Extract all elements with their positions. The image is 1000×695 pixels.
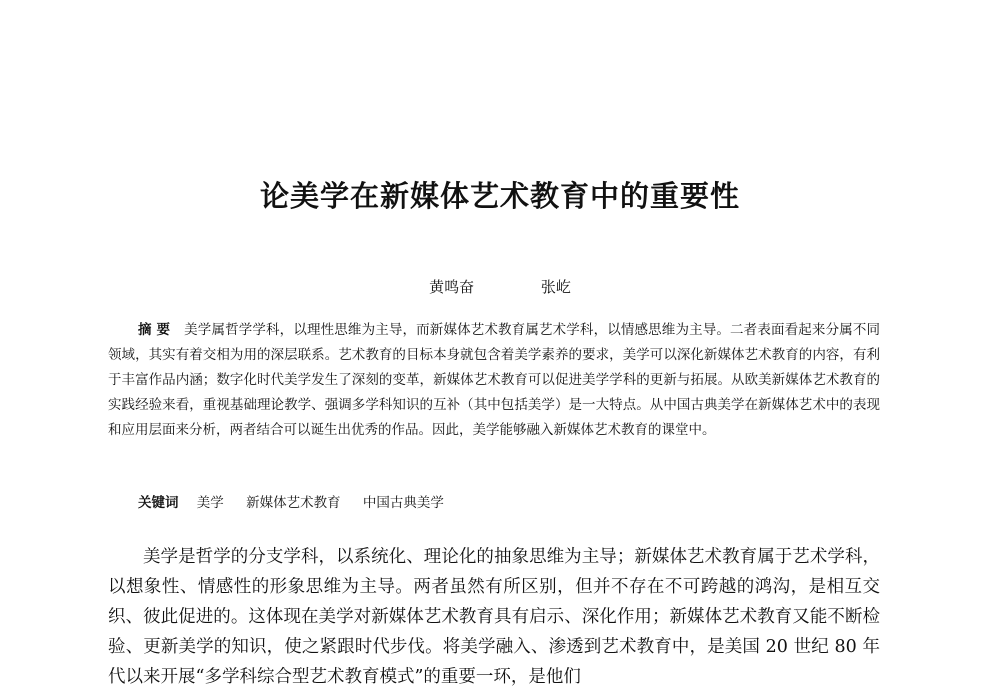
keywords-label: 关键词 (138, 495, 179, 511)
author-name: 黄鸣奋 (429, 278, 475, 296)
author-name: 张屹 (540, 278, 571, 296)
abstract-label: 摘 要 (138, 322, 171, 338)
author-line (0, 276, 1000, 298)
abstract (108, 318, 880, 443)
keyword: 美学 (196, 495, 224, 511)
paper-title: 论美学在新媒体艺术教育中的重要性 (259, 179, 740, 213)
keywords (108, 492, 880, 514)
keyword: 新媒体艺术教育 (246, 495, 341, 511)
body-paragraph: 美学是哲学的分支学科，以系统化、理论化的抽象思维为主导；新媒体艺术教育属于艺术学科，以想象性、情感性的形象思维为主导。两者虽然有所区别，但并不存在不可跨越的鸿沟，是相互交织、彼此促进的。这体现在美学对新媒体艺术教育具有启示、深化作用；新媒体艺术教育又能不断检验、更新美学的知识，使之紧跟时代步伐。将美学融入、渗透到艺术教育中，是美国 20 世纪 80 年代以来开展“多学科综合型艺术教育模式”的重要一环，是他们 (108, 547, 880, 687)
abstract-text: 美学属哲学学科，以理性思维为主导，而新媒体艺术教育属艺术学科，以情感思维为主导。二者表面看起来分属不同领域，其实有着交相为用的深层联系。艺术教育的目标本身就包含着美学素养的要求，美学可以深化新媒体艺术教育的内容，有利于丰富作品内涵；数字化时代美学发生了深刻的变革，新媒体艺术教育可以促进美学学科的更新与拓展。从欧美新媒体艺术教育的实践经验来看，重视基础理论教学、强调多学科知识的互补（其中包括美学）是一大特点。从中国古典美学在新媒体艺术中的表现和应用层面来分析，两者结合可以诞生出优秀的作品。因此，美学能够融入新媒体艺术教育的课堂中。 (108, 322, 881, 438)
keyword: 中国古典美学 (362, 495, 444, 511)
